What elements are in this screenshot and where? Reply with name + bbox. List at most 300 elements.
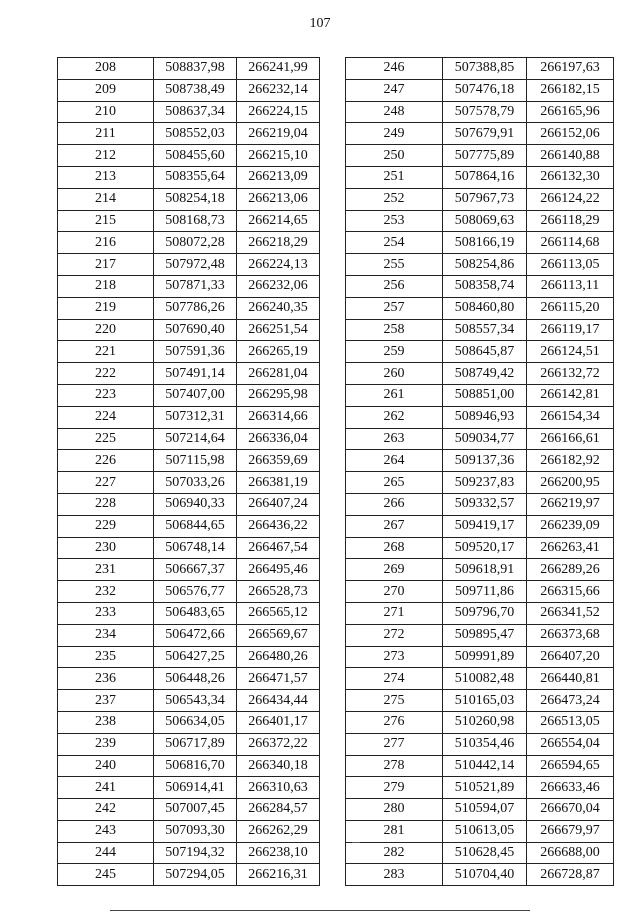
y-coordinate-cell: 266214,65 bbox=[237, 210, 320, 232]
table-row bbox=[346, 363, 614, 385]
y-coordinate-cell: 266251,54 bbox=[237, 319, 320, 341]
point-number-cell: 226 bbox=[58, 450, 154, 472]
table-row bbox=[58, 363, 320, 385]
point-number-cell: 262 bbox=[346, 406, 443, 428]
point-number-cell: 269 bbox=[346, 559, 443, 581]
y-coordinate-cell: 266407,24 bbox=[237, 493, 320, 515]
y-coordinate-cell: 266359,69 bbox=[237, 450, 320, 472]
point-number-cell: 216 bbox=[58, 232, 154, 254]
point-number-cell: 244 bbox=[58, 842, 154, 864]
table-row bbox=[58, 384, 320, 406]
point-number-cell: 260 bbox=[346, 363, 443, 385]
table-row bbox=[346, 210, 614, 232]
x-coordinate-cell: 506667,37 bbox=[154, 559, 237, 581]
y-coordinate-cell: 266594,65 bbox=[527, 755, 614, 777]
x-coordinate-cell: 507033,26 bbox=[154, 472, 237, 494]
point-number-cell: 264 bbox=[346, 450, 443, 472]
x-coordinate-cell: 509711,86 bbox=[443, 581, 527, 603]
x-coordinate-cell: 509618,91 bbox=[443, 559, 527, 581]
point-number-cell: 221 bbox=[58, 341, 154, 363]
y-coordinate-cell: 266480,26 bbox=[237, 646, 320, 668]
x-coordinate-cell: 507093,30 bbox=[154, 820, 237, 842]
point-number-cell: 276 bbox=[346, 711, 443, 733]
x-coordinate-cell: 507972,48 bbox=[154, 254, 237, 276]
y-coordinate-cell: 266381,19 bbox=[237, 472, 320, 494]
point-number-cell: 231 bbox=[58, 559, 154, 581]
point-number-cell: 279 bbox=[346, 777, 443, 799]
table-row bbox=[346, 646, 614, 668]
point-number-cell: 247 bbox=[346, 79, 443, 101]
point-number-cell: 213 bbox=[58, 166, 154, 188]
table-row bbox=[58, 472, 320, 494]
y-coordinate-cell: 266215,10 bbox=[237, 145, 320, 167]
table-row bbox=[58, 820, 320, 842]
y-coordinate-cell: 266440,81 bbox=[527, 668, 614, 690]
x-coordinate-cell: 508552,03 bbox=[154, 123, 237, 145]
table-row bbox=[58, 755, 320, 777]
table-row bbox=[58, 275, 320, 297]
y-coordinate-cell: 266118,29 bbox=[527, 210, 614, 232]
x-coordinate-cell: 510082,48 bbox=[443, 668, 527, 690]
y-coordinate-cell: 266513,05 bbox=[527, 711, 614, 733]
point-number-cell: 219 bbox=[58, 297, 154, 319]
table-row bbox=[58, 188, 320, 210]
x-coordinate-cell: 507407,00 bbox=[154, 384, 237, 406]
page-number: 107 bbox=[309, 16, 331, 31]
table-row bbox=[58, 842, 320, 864]
x-coordinate-cell: 510704,40 bbox=[443, 864, 527, 886]
x-coordinate-cell: 510442,14 bbox=[443, 755, 527, 777]
y-coordinate-cell: 266240,35 bbox=[237, 297, 320, 319]
point-number-cell: 239 bbox=[58, 733, 154, 755]
point-number-cell: 218 bbox=[58, 275, 154, 297]
point-number-cell: 222 bbox=[58, 363, 154, 385]
x-coordinate-cell: 509895,47 bbox=[443, 624, 527, 646]
table-row bbox=[58, 668, 320, 690]
x-coordinate-cell: 507388,85 bbox=[443, 58, 527, 80]
point-number-cell: 217 bbox=[58, 254, 154, 276]
table-row bbox=[58, 428, 320, 450]
y-coordinate-cell: 266213,06 bbox=[237, 188, 320, 210]
x-coordinate-cell: 507007,45 bbox=[154, 799, 237, 821]
y-coordinate-cell: 266165,96 bbox=[527, 101, 614, 123]
x-coordinate-cell: 508460,80 bbox=[443, 297, 527, 319]
y-coordinate-cell: 266473,24 bbox=[527, 690, 614, 712]
x-coordinate-cell: 506543,34 bbox=[154, 690, 237, 712]
y-coordinate-cell: 266262,29 bbox=[237, 820, 320, 842]
y-coordinate-cell: 266263,41 bbox=[527, 537, 614, 559]
x-coordinate-cell: 509796,70 bbox=[443, 602, 527, 624]
y-coordinate-cell: 266569,67 bbox=[237, 624, 320, 646]
x-coordinate-cell: 510165,03 bbox=[443, 690, 527, 712]
x-coordinate-cell: 507115,98 bbox=[154, 450, 237, 472]
y-coordinate-cell: 266495,46 bbox=[237, 559, 320, 581]
y-coordinate-cell: 266239,09 bbox=[527, 515, 614, 537]
x-coordinate-cell: 507690,40 bbox=[154, 319, 237, 341]
table-row bbox=[58, 864, 320, 886]
point-number-cell: 263 bbox=[346, 428, 443, 450]
x-coordinate-cell: 507476,18 bbox=[443, 79, 527, 101]
table-row bbox=[58, 341, 320, 363]
table-row bbox=[346, 297, 614, 319]
table-row bbox=[58, 101, 320, 123]
x-coordinate-cell: 510260,98 bbox=[443, 711, 527, 733]
table-row bbox=[346, 428, 614, 450]
y-coordinate-cell: 266232,06 bbox=[237, 275, 320, 297]
table-row bbox=[58, 406, 320, 428]
point-number-cell: 243 bbox=[58, 820, 154, 842]
y-coordinate-cell: 266114,68 bbox=[527, 232, 614, 254]
y-coordinate-cell: 266372,22 bbox=[237, 733, 320, 755]
x-coordinate-cell: 508645,87 bbox=[443, 341, 527, 363]
table-row bbox=[346, 799, 614, 821]
table-row bbox=[346, 166, 614, 188]
y-coordinate-cell: 266728,87 bbox=[527, 864, 614, 886]
point-number-cell: 274 bbox=[346, 668, 443, 690]
table-row bbox=[58, 297, 320, 319]
table-row bbox=[58, 515, 320, 537]
table-row bbox=[346, 123, 614, 145]
table-row bbox=[346, 820, 614, 842]
x-coordinate-cell: 506427,25 bbox=[154, 646, 237, 668]
y-coordinate-cell: 266182,92 bbox=[527, 450, 614, 472]
point-number-cell: 220 bbox=[58, 319, 154, 341]
y-coordinate-cell: 266182,15 bbox=[527, 79, 614, 101]
y-coordinate-cell: 266284,57 bbox=[237, 799, 320, 821]
y-coordinate-cell: 266224,13 bbox=[237, 254, 320, 276]
point-number-cell: 280 bbox=[346, 799, 443, 821]
table-row bbox=[346, 319, 614, 341]
point-number-cell: 212 bbox=[58, 145, 154, 167]
table-row bbox=[58, 581, 320, 603]
table-row bbox=[58, 319, 320, 341]
x-coordinate-cell: 506448,26 bbox=[154, 668, 237, 690]
y-coordinate-cell: 266119,17 bbox=[527, 319, 614, 341]
table-row bbox=[346, 711, 614, 733]
point-number-cell: 278 bbox=[346, 755, 443, 777]
x-coordinate-cell: 508168,73 bbox=[154, 210, 237, 232]
x-coordinate-cell: 508355,64 bbox=[154, 166, 237, 188]
y-coordinate-cell: 266565,12 bbox=[237, 602, 320, 624]
x-coordinate-cell: 510354,46 bbox=[443, 733, 527, 755]
x-coordinate-cell: 506472,66 bbox=[154, 624, 237, 646]
y-coordinate-cell: 266314,66 bbox=[237, 406, 320, 428]
table-row bbox=[58, 450, 320, 472]
y-coordinate-cell: 266436,22 bbox=[237, 515, 320, 537]
y-coordinate-cell: 266132,72 bbox=[527, 363, 614, 385]
y-coordinate-cell: 266166,61 bbox=[527, 428, 614, 450]
table-row bbox=[346, 188, 614, 210]
y-coordinate-cell: 266633,46 bbox=[527, 777, 614, 799]
y-coordinate-cell: 266113,11 bbox=[527, 275, 614, 297]
table-row bbox=[58, 646, 320, 668]
y-coordinate-cell: 266132,30 bbox=[527, 166, 614, 188]
x-coordinate-cell: 508254,86 bbox=[443, 254, 527, 276]
x-coordinate-cell: 507194,32 bbox=[154, 842, 237, 864]
point-number-cell: 225 bbox=[58, 428, 154, 450]
x-coordinate-cell: 510594,07 bbox=[443, 799, 527, 821]
y-coordinate-cell: 266232,14 bbox=[237, 79, 320, 101]
y-coordinate-cell: 266124,51 bbox=[527, 341, 614, 363]
point-number-cell: 238 bbox=[58, 711, 154, 733]
x-coordinate-cell: 509137,36 bbox=[443, 450, 527, 472]
y-coordinate-cell: 266200,95 bbox=[527, 472, 614, 494]
y-coordinate-cell: 266467,54 bbox=[237, 537, 320, 559]
point-number-cell: 273 bbox=[346, 646, 443, 668]
x-coordinate-cell: 509419,17 bbox=[443, 515, 527, 537]
table-row bbox=[58, 559, 320, 581]
point-number-cell: 246 bbox=[346, 58, 443, 80]
x-coordinate-cell: 507967,73 bbox=[443, 188, 527, 210]
point-number-cell: 209 bbox=[58, 79, 154, 101]
x-coordinate-cell: 507294,05 bbox=[154, 864, 237, 886]
x-coordinate-cell: 508637,34 bbox=[154, 101, 237, 123]
point-number-cell: 259 bbox=[346, 341, 443, 363]
table-row bbox=[346, 581, 614, 603]
x-coordinate-cell: 506634,05 bbox=[154, 711, 237, 733]
point-number-cell: 249 bbox=[346, 123, 443, 145]
x-coordinate-cell: 507871,33 bbox=[154, 275, 237, 297]
margin-mark bbox=[352, 842, 360, 843]
point-number-cell: 215 bbox=[58, 210, 154, 232]
x-coordinate-cell: 510521,89 bbox=[443, 777, 527, 799]
table-row bbox=[58, 493, 320, 515]
point-number-cell: 250 bbox=[346, 145, 443, 167]
point-number-cell: 267 bbox=[346, 515, 443, 537]
table-row bbox=[346, 668, 614, 690]
table-row bbox=[58, 210, 320, 232]
point-number-cell: 232 bbox=[58, 581, 154, 603]
x-coordinate-cell: 506940,33 bbox=[154, 493, 237, 515]
table-row bbox=[346, 79, 614, 101]
x-coordinate-cell: 509520,17 bbox=[443, 537, 527, 559]
x-coordinate-cell: 507214,64 bbox=[154, 428, 237, 450]
point-number-cell: 256 bbox=[346, 275, 443, 297]
y-coordinate-cell: 266315,66 bbox=[527, 581, 614, 603]
point-number-cell: 245 bbox=[58, 864, 154, 886]
x-coordinate-cell: 507679,91 bbox=[443, 123, 527, 145]
table-row bbox=[346, 472, 614, 494]
y-coordinate-cell: 266554,04 bbox=[527, 733, 614, 755]
table-row bbox=[346, 275, 614, 297]
table-row bbox=[346, 842, 614, 864]
x-coordinate-cell: 506483,65 bbox=[154, 602, 237, 624]
y-coordinate-cell: 266241,99 bbox=[237, 58, 320, 80]
point-number-cell: 257 bbox=[346, 297, 443, 319]
y-coordinate-cell: 266434,44 bbox=[237, 690, 320, 712]
y-coordinate-cell: 266670,04 bbox=[527, 799, 614, 821]
x-coordinate-cell: 506717,89 bbox=[154, 733, 237, 755]
table-row bbox=[346, 450, 614, 472]
x-coordinate-cell: 507775,89 bbox=[443, 145, 527, 167]
x-coordinate-cell: 506914,41 bbox=[154, 777, 237, 799]
point-number-cell: 237 bbox=[58, 690, 154, 712]
y-coordinate-cell: 266528,73 bbox=[237, 581, 320, 603]
y-coordinate-cell: 266213,09 bbox=[237, 166, 320, 188]
table-row bbox=[346, 145, 614, 167]
point-number-cell: 208 bbox=[58, 58, 154, 80]
point-number-cell: 253 bbox=[346, 210, 443, 232]
y-coordinate-cell: 266238,10 bbox=[237, 842, 320, 864]
table-row bbox=[346, 101, 614, 123]
y-coordinate-cell: 266113,05 bbox=[527, 254, 614, 276]
table-row bbox=[346, 559, 614, 581]
table-row bbox=[346, 406, 614, 428]
point-number-cell: 248 bbox=[346, 101, 443, 123]
x-coordinate-cell: 506748,14 bbox=[154, 537, 237, 559]
point-number-cell: 268 bbox=[346, 537, 443, 559]
x-coordinate-cell: 507591,36 bbox=[154, 341, 237, 363]
point-number-cell: 282 bbox=[346, 842, 443, 864]
table-row bbox=[346, 384, 614, 406]
x-coordinate-cell: 506576,77 bbox=[154, 581, 237, 603]
point-number-cell: 241 bbox=[58, 777, 154, 799]
table-row bbox=[346, 690, 614, 712]
y-coordinate-cell: 266216,31 bbox=[237, 864, 320, 886]
point-number-cell: 228 bbox=[58, 493, 154, 515]
x-coordinate-cell: 509237,83 bbox=[443, 472, 527, 494]
table-row bbox=[58, 232, 320, 254]
y-coordinate-cell: 266281,04 bbox=[237, 363, 320, 385]
y-coordinate-cell: 266341,52 bbox=[527, 602, 614, 624]
table-row bbox=[346, 232, 614, 254]
x-coordinate-cell: 510628,45 bbox=[443, 842, 527, 864]
y-coordinate-cell: 266152,06 bbox=[527, 123, 614, 145]
x-coordinate-cell: 508749,42 bbox=[443, 363, 527, 385]
x-coordinate-cell: 508738,49 bbox=[154, 79, 237, 101]
x-coordinate-cell: 507491,14 bbox=[154, 363, 237, 385]
x-coordinate-cell: 509332,57 bbox=[443, 493, 527, 515]
table-row bbox=[346, 537, 614, 559]
table-row bbox=[346, 341, 614, 363]
table-row bbox=[58, 777, 320, 799]
table-row bbox=[58, 733, 320, 755]
y-coordinate-cell: 266679,97 bbox=[527, 820, 614, 842]
x-coordinate-cell: 506844,65 bbox=[154, 515, 237, 537]
x-coordinate-cell: 507578,79 bbox=[443, 101, 527, 123]
y-coordinate-cell: 266218,29 bbox=[237, 232, 320, 254]
point-number-cell: 281 bbox=[346, 820, 443, 842]
x-coordinate-cell: 509034,77 bbox=[443, 428, 527, 450]
table-row bbox=[346, 515, 614, 537]
point-number-cell: 210 bbox=[58, 101, 154, 123]
table-row bbox=[58, 79, 320, 101]
point-number-cell: 236 bbox=[58, 668, 154, 690]
point-number-cell: 261 bbox=[346, 384, 443, 406]
table-row bbox=[346, 733, 614, 755]
point-number-cell: 223 bbox=[58, 384, 154, 406]
y-coordinate-cell: 266140,88 bbox=[527, 145, 614, 167]
bottom-rule bbox=[110, 910, 530, 911]
x-coordinate-cell: 506816,70 bbox=[154, 755, 237, 777]
point-number-cell: 252 bbox=[346, 188, 443, 210]
y-coordinate-cell: 266142,81 bbox=[527, 384, 614, 406]
point-number-cell: 271 bbox=[346, 602, 443, 624]
table-row bbox=[58, 711, 320, 733]
y-coordinate-cell: 266219,04 bbox=[237, 123, 320, 145]
x-coordinate-cell: 508455,60 bbox=[154, 145, 237, 167]
y-coordinate-cell: 266197,63 bbox=[527, 58, 614, 80]
point-number-cell: 275 bbox=[346, 690, 443, 712]
table-row bbox=[346, 864, 614, 886]
y-coordinate-cell: 266154,34 bbox=[527, 406, 614, 428]
point-number-cell: 234 bbox=[58, 624, 154, 646]
point-number-cell: 224 bbox=[58, 406, 154, 428]
table-row bbox=[346, 493, 614, 515]
point-number-cell: 277 bbox=[346, 733, 443, 755]
y-coordinate-cell: 266124,22 bbox=[527, 188, 614, 210]
point-number-cell: 211 bbox=[58, 123, 154, 145]
x-coordinate-cell: 508851,00 bbox=[443, 384, 527, 406]
x-coordinate-cell: 508358,74 bbox=[443, 275, 527, 297]
table-row bbox=[58, 58, 320, 80]
table-row bbox=[58, 254, 320, 276]
point-number-cell: 251 bbox=[346, 166, 443, 188]
x-coordinate-cell: 507786,26 bbox=[154, 297, 237, 319]
x-coordinate-cell: 508166,19 bbox=[443, 232, 527, 254]
y-coordinate-cell: 266401,17 bbox=[237, 711, 320, 733]
point-number-cell: 270 bbox=[346, 581, 443, 603]
coordinates-table-right bbox=[345, 57, 614, 886]
x-coordinate-cell: 510613,05 bbox=[443, 820, 527, 842]
table-row bbox=[58, 602, 320, 624]
x-coordinate-cell: 507312,31 bbox=[154, 406, 237, 428]
table-row bbox=[58, 537, 320, 559]
table-row bbox=[346, 602, 614, 624]
point-number-cell: 266 bbox=[346, 493, 443, 515]
point-number-cell: 233 bbox=[58, 602, 154, 624]
x-coordinate-cell: 508946,93 bbox=[443, 406, 527, 428]
y-coordinate-cell: 266373,68 bbox=[527, 624, 614, 646]
y-coordinate-cell: 266115,20 bbox=[527, 297, 614, 319]
x-coordinate-cell: 509991,89 bbox=[443, 646, 527, 668]
x-coordinate-cell: 508069,63 bbox=[443, 210, 527, 232]
point-number-cell: 214 bbox=[58, 188, 154, 210]
x-coordinate-cell: 508557,34 bbox=[443, 319, 527, 341]
point-number-cell: 229 bbox=[58, 515, 154, 537]
y-coordinate-cell: 266219,97 bbox=[527, 493, 614, 515]
x-coordinate-cell: 507864,16 bbox=[443, 166, 527, 188]
y-coordinate-cell: 266295,98 bbox=[237, 384, 320, 406]
table-row bbox=[346, 755, 614, 777]
table-row bbox=[346, 254, 614, 276]
table-row bbox=[346, 624, 614, 646]
y-coordinate-cell: 266340,18 bbox=[237, 755, 320, 777]
table-row bbox=[58, 166, 320, 188]
y-coordinate-cell: 266224,15 bbox=[237, 101, 320, 123]
point-number-cell: 227 bbox=[58, 472, 154, 494]
point-number-cell: 255 bbox=[346, 254, 443, 276]
x-coordinate-cell: 508837,98 bbox=[154, 58, 237, 80]
point-number-cell: 283 bbox=[346, 864, 443, 886]
y-coordinate-cell: 266289,26 bbox=[527, 559, 614, 581]
point-number-cell: 272 bbox=[346, 624, 443, 646]
y-coordinate-cell: 266265,19 bbox=[237, 341, 320, 363]
y-coordinate-cell: 266471,57 bbox=[237, 668, 320, 690]
y-coordinate-cell: 266407,20 bbox=[527, 646, 614, 668]
y-coordinate-cell: 266310,63 bbox=[237, 777, 320, 799]
table-row bbox=[58, 123, 320, 145]
point-number-cell: 242 bbox=[58, 799, 154, 821]
point-number-cell: 258 bbox=[346, 319, 443, 341]
x-coordinate-cell: 508254,18 bbox=[154, 188, 237, 210]
table-row bbox=[58, 799, 320, 821]
point-number-cell: 265 bbox=[346, 472, 443, 494]
point-number-cell: 235 bbox=[58, 646, 154, 668]
point-number-cell: 230 bbox=[58, 537, 154, 559]
table-row bbox=[58, 145, 320, 167]
table-row bbox=[346, 777, 614, 799]
